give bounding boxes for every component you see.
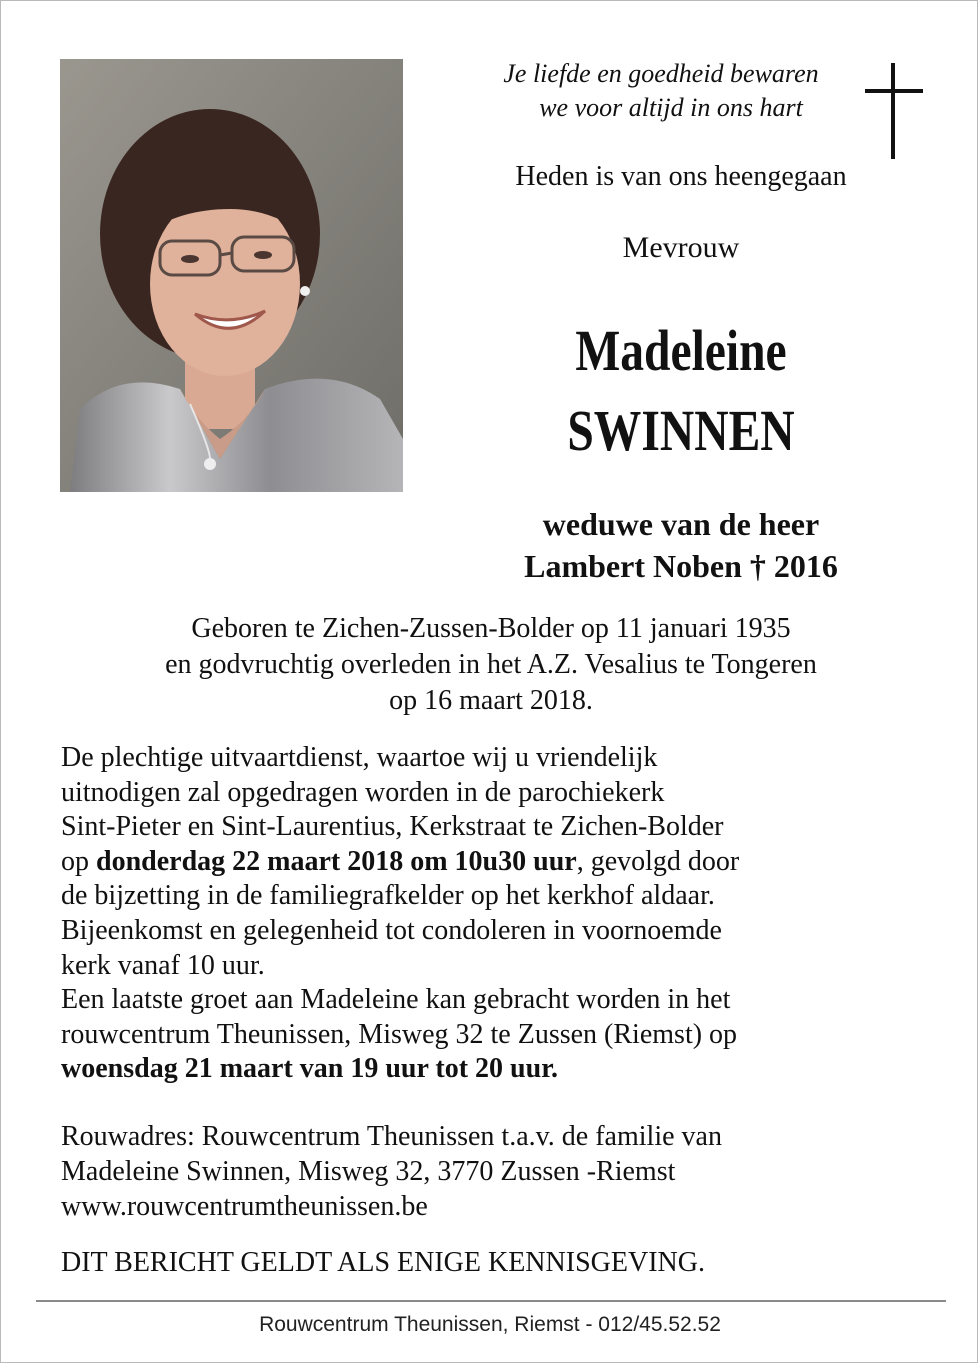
service-line-7: kerk vanaf 10 uur. [61,949,265,981]
service-line-8: Een laatste groet aan Madeleine kan gebracht worden in het [61,984,731,1016]
service-line-3: Sint-Pieter en Sint-Laurentius, Kerkstraat te Zichen-Bolder [61,811,724,843]
motto-verse [421,57,921,125]
mourning-address [61,1119,941,1224]
visitation-date-time: woensdag 21 maart van 19 uur tot 20 uur. [61,1053,559,1085]
service-line-1: De plechtige uitvaartdienst, waartoe wij u vriendelijk [61,742,658,773]
motto-line-2: we voor altijd in ons hart [539,93,803,122]
service-line-10 [61,1052,941,1087]
website-link[interactable]: www.rouwcentrumtheunissen.be [61,1191,428,1222]
service-line-2: uitnodigen zal opgedragen worden in de parochiekerk [61,776,665,808]
first-name: Madeleine [575,318,787,383]
intro-text: Heden is van ons heengegaan [515,161,847,192]
widow-line-1: weduwe van de heer [542,506,820,542]
birth-line-2: en godvruchtig overleden in het A.Z. Vesalius te Tongeren [165,649,817,680]
service-line-5: de bijzetting in de familiegrafkelder op het kerkhof aldaar. [61,880,715,912]
widow-of [421,503,941,587]
motto-line-1: Je liefde en goedheid bewaren [503,59,819,88]
service-line-9: rouwcentrum Theunissen, Misweg 32 te Zussen (Riemst) op [61,1018,738,1050]
deceased-name [468,311,894,471]
latin-cross-icon [865,63,923,159]
address-line-2: Madeleine Swinnen, Misweg 32, 3770 Zussen -Riemst [61,1156,676,1187]
footer-divider [36,1300,946,1302]
last-name: SWINNEN [567,398,795,463]
portrait-photo [60,59,403,492]
service-date-time: donderdag 22 maart 2018 om 10u30 uur [96,845,577,877]
service-details [61,741,941,1087]
widow-line-2: Lambert Noben † 2016 [524,548,838,584]
salutation: Mevrouw [622,231,740,264]
service-line-4 [61,845,941,880]
portrait-illustration [60,59,403,492]
birth-death-info [41,611,941,719]
service-line-4-prefix: op [61,845,96,877]
birth-line-3: op 16 maart 2018. [389,685,593,716]
service-line-4-suffix: , gevolgd door [576,845,740,877]
notice-statement: DIT BERICHT GELDT ALS ENIGE KENNISGEVING. [61,1247,705,1278]
service-line-6: Bijeenkomst en gelegenheid tot condoleren in voornoemde [61,914,722,946]
footer-contact: Rouwcentrum Theunissen, Riemst - 012/45.52.52 [259,1313,721,1336]
birth-line-1: Geboren te Zichen-Zussen-Bolder op 11 januari 1935 [191,613,791,644]
address-line-1: Rouwadres: Rouwcentrum Theunissen t.a.v. de familie van [61,1121,722,1152]
